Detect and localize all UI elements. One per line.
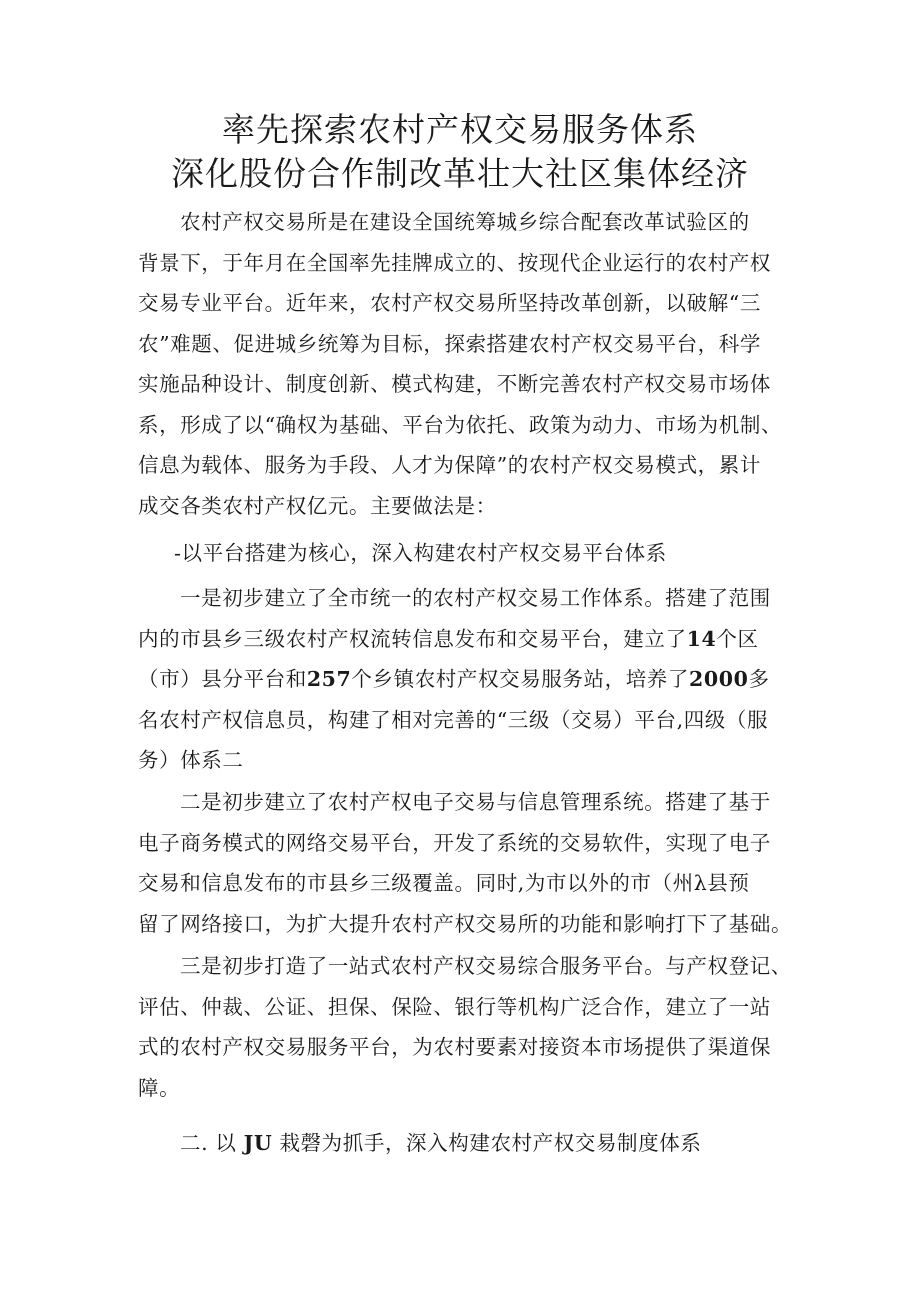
section1-heading-block <box>138 533 798 574</box>
text-line: 二是初步建立了农村产权电子交易与信息管理系统。搭建了基于 <box>180 790 771 814</box>
text-line: 实施品种设计、制度创新、模式构建，不断完善农村产权交易市场体 <box>138 372 771 396</box>
text-line: 评估、仲裁、公证、担保、保险、银行等机构广泛合作，建立了一站 <box>138 994 771 1019</box>
paragraph-1 <box>138 578 798 781</box>
text-line: 留了网络接口，为扩大提升农村产权交易所的功能和影响打下了基础。 <box>138 911 793 936</box>
count-township-stations: 257 <box>306 667 352 691</box>
text-line: 三是初步打造了一站式农村产权交易综合服务平台。与产权登记、 <box>180 954 792 978</box>
section2-heading: 二. 以 JU 栽磬为抓手，深入构建农村产权交易制度体系 <box>180 1131 702 1155</box>
text-line: 务）体系二 <box>138 748 244 772</box>
text-line: 农村产权交易所是在建设全国统筹城乡综合配套改革试验区的 <box>180 210 750 234</box>
text-line: 名农村产权信息员，构建了相对完善的“三级（交易）平台,四级（服 <box>138 707 769 732</box>
document-title-line2: 深化股份合作制改革壮大社区集体经济 <box>171 154 749 193</box>
text-line: 电子商务模式的网络交易平台，开发了系统的交易软件，实现了电子 <box>138 830 771 855</box>
text-line: 式的农村产权交易服务平台，为农村要素对接资本市场提供了渠道保 <box>138 1035 771 1059</box>
text-line: 成交各类农村产权亿元。主要做法是： <box>138 493 497 518</box>
count-info-officers: 2000 <box>689 667 749 691</box>
text-line: 内的市县乡三级农村产权流转信息发布和交易平台，建立了14个区 <box>138 626 759 651</box>
text-line: 农”难题、促进城乡统筹为目标，探索搭建农村产权交易平台，科学 <box>138 331 761 356</box>
text-line: 交易专业平台。近年来，农村产权交易所坚持改革创新，以破解“三 <box>138 291 761 315</box>
text-line: 障。 <box>138 1075 181 1100</box>
text-line: 交易和信息发布的市县乡三级覆盖。同时,为市以外的市（州λ县预 <box>138 871 750 895</box>
text-line: 背景下，于年月在全国率先挂牌成立的、按现代企业运行的农村产权 <box>138 250 771 275</box>
section2-heading-block <box>138 1123 798 1164</box>
paragraph-3 <box>138 946 798 1108</box>
text-line: 一是初步建立了全市统一的农村产权交易工作体系。搭建了范围 <box>180 586 771 610</box>
text-line: 系，形成了以“确权为基础、平台为依托、政策为动力、市场为机制、 <box>138 412 783 437</box>
paragraph-2 <box>138 782 798 944</box>
text-line: 信息为载体、服务为手段、人才为保障”的农村产权交易模式，累计 <box>138 453 761 477</box>
count-district-platforms: 14 <box>686 626 717 651</box>
section1-heading: -以平台搭建为核心，深入构建农村产权交易平台体系 <box>174 541 667 565</box>
document-title-line1: 率先探索农村产权交易服务体系 <box>222 110 698 149</box>
text-line: （市）县分平台和257个乡镇农村产权交易服务站，培养了2000多 <box>138 667 770 691</box>
intro-paragraph <box>138 202 798 526</box>
